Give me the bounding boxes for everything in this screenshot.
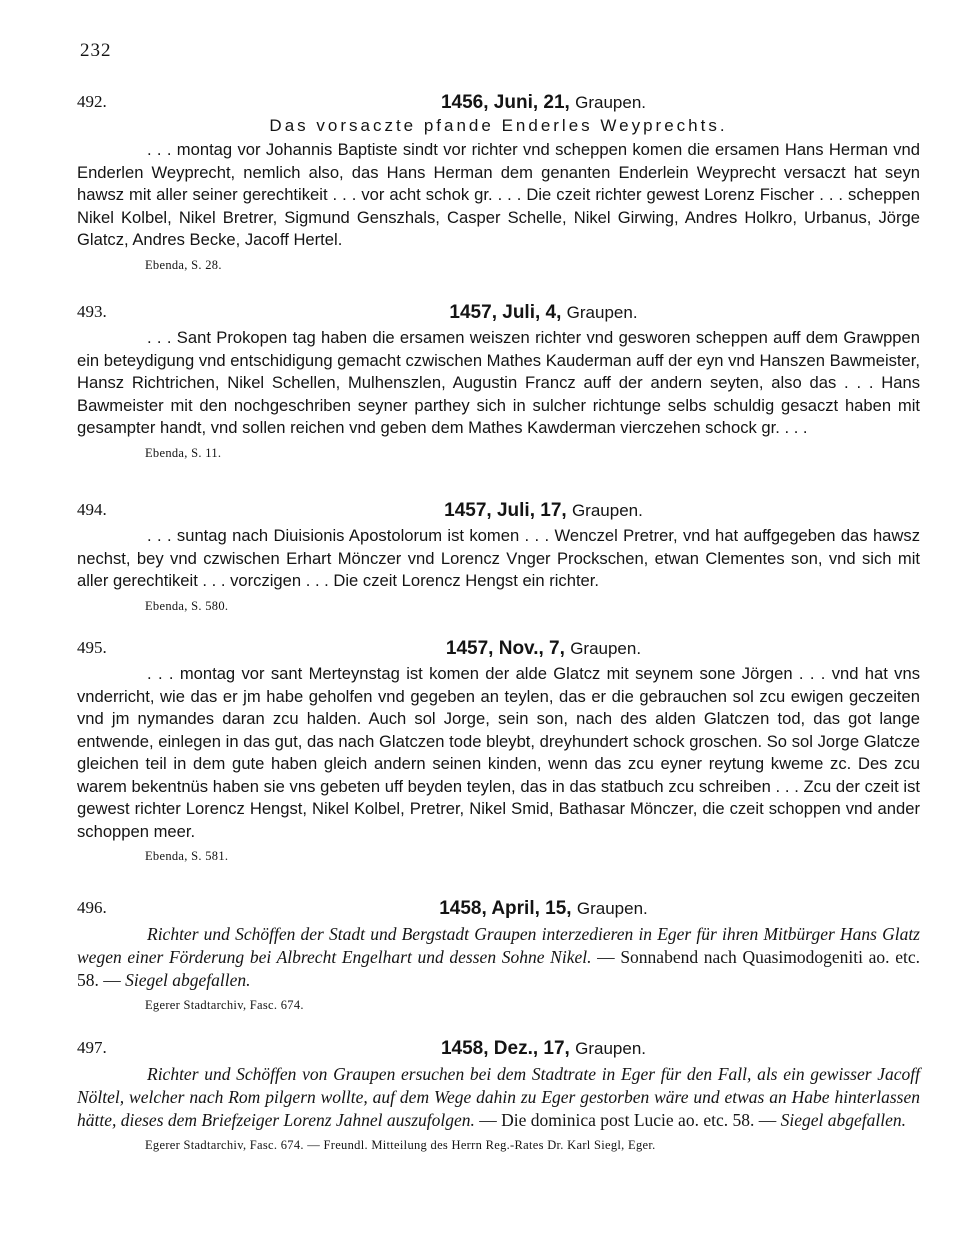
entry-number: 496. — [77, 898, 107, 917]
entry-date — [77, 500, 920, 522]
entry-date — [77, 1038, 920, 1060]
entry-number: 495. — [77, 638, 107, 657]
entry-494 — [77, 500, 920, 614]
dating-text: — Die dominica post Lucie ao. etc. 58. — — [474, 1110, 781, 1130]
place-text: Graupen. — [575, 93, 647, 112]
place-text: Graupen. — [571, 501, 643, 520]
entry-source: Ebenda, S. 28. — [145, 257, 222, 272]
entry-body: . . . montag vor Johannis Baptiste sindt vor richter vnd scheppen komen die ersamen Hans Herman vnd Enderlen Weyprecht, nemlich also, das Hans Herman dem genanten Enderlein Weyprecht versaczt hat seyn hawsz mit aller seiner gerechtikeit . . . vor acht schok gr. . . . Die czeit richter gewest Lorenz Fischer . . . scheppen Nikel Kolbel, Nikel Bretrer, Sigmund Genszhals, Casper Schelle, Nikel Girwing, Andres Holkro, Urbanus, Jörge Glatcz, Andres Becke, Jacoff Hertel. — [77, 140, 920, 249]
entry-source: Ebenda, S. 580. — [145, 598, 229, 613]
seal-note: Siegel abgefallen. — [780, 1110, 906, 1130]
entry-492 — [77, 92, 920, 273]
entry-body — [77, 923, 920, 992]
entry-source: Ebenda, S. 581. — [145, 849, 229, 863]
date-text: 1458, Dez., 17, — [440, 1038, 570, 1059]
entry-subtitle: Das vorsaczte pfande Enderles Weyprechts. — [269, 116, 728, 135]
entry-body: . . . Sant Prokopen tag haben die ersamen weiszen richter vnd gesworen scheppen auff dem Grawppen ein beteydigung vnd entschidigung gemacht czwischen Mathes Kauderman auff der eyn vnd Hanszen Bawmeister, Hansz Richtrichen, Nikel Schellen, Mulhenszlen, Augustin Francz auff der andern seyten, also das . . . Hans Bawmeister mit den nochgeschriben seyner parthey sich in sulcher richtunge selbs schuldig gesaczt haben mit gesampter handt, vnd sollen reichen vnd geben dem Mathes Kawderman vierczehen schock gr. . . . — [77, 328, 920, 437]
entry-source: Egerer Stadtarchiv, Fasc. 674. — Freundl. Mitteilung des Herrn Reg.-Rates Dr. Karl Siegl, Eger. — [145, 1138, 656, 1152]
dating-text: — Sonnabend nach Quasimodogeniti ao. etc. 58. — — [77, 947, 920, 990]
entry-496 — [77, 898, 920, 1013]
place-text: Graupen. — [570, 639, 642, 658]
entry-497 — [77, 1038, 920, 1153]
entry-number: 492. — [77, 92, 107, 111]
date-text: 1458, April, 15, — [439, 898, 572, 919]
place-text: Graupen. — [576, 899, 648, 918]
entry-495 — [77, 638, 920, 864]
regest-text: Richter und Schöffen von Graupen ersuchen bei dem Stadtrate in Eger für den Fall, als ein gewisser Jacoff Nöltel, welcher nach Rom pilgern wollte, auf dem Wege dahin zu Eger gestorben wäre und etwas an Habe hinterlassen hätte, dieses dem Briefzeiger Lorenz Jahnel auszufolgen. — [77, 1064, 920, 1130]
date-text: 1457, Juli, 17, — [444, 500, 567, 521]
page-number: 232 — [80, 40, 112, 61]
date-text: 1456, Juni, 21, — [440, 92, 570, 113]
entry-body: . . . montag vor sant Merteynstag ist komen der alde Glatcz mit seynem sone Jörgen . . . vnd hat vns vnderricht, wie das er jm habe geholfen vnd gegeben an teylen, das er die gebrauchen sol zcu ewigen geczeiten vnd jm nymandes daran zcu halden. Auch sol Jorge, sein son, nach des alden Glatczen tod, das got lange entwende, einlegen in das gut, das nach Glatczen tode bleybt, dreyhundert schock groschen. So sol Jorge Glatcze gleichen teil in dem gute haben gleich andern seinen kinden, wenn das zcu eyner reytung kweme zc. Des zcu warem bekentnüs haben sie vns gebeten uff beyden teylen, das in das statbuch zcu schreiben . . . Zcu der czeit ist gewest richter Lorencz Hengst, Nikel Kolbel, Pretrer, Nikel Smid, Bathasar Mönczer, die czeit schoppen vnd ander schoppen meer. — [77, 664, 920, 841]
entry-date — [77, 302, 920, 324]
entry-number: 493. — [77, 302, 107, 321]
entry-source: Ebenda, S. 11. — [145, 445, 222, 460]
entry-493 — [77, 302, 920, 461]
date-text: 1457, Nov., 7, — [445, 638, 565, 659]
date-text: 1457, Juli, 4, — [449, 302, 562, 323]
regest-text: Richter und Schöffen der Stadt und Bergstadt Graupen interzedieren in Eger für ihren Mitbürger Hans Glatz wegen einer Förderung bei Albrecht Engelhart und dessen Sohne Nikel. — [77, 924, 920, 967]
place-text: Graupen. — [575, 1039, 647, 1058]
entry-source: Egerer Stadtarchiv, Fasc. 674. — [145, 998, 304, 1012]
entry-body — [77, 1063, 920, 1132]
seal-note: Siegel abgefallen. — [125, 970, 251, 990]
entry-date — [77, 638, 920, 660]
place-text: Graupen. — [566, 303, 638, 322]
entry-date — [77, 898, 920, 920]
entry-number: 494. — [77, 500, 107, 519]
entry-body: . . . suntag nach Diuisionis Apostolorum ist komen . . . Wenczel Pretrer, vnd hat auffgegeben das hawsz nechst, bey vnd czwischen Erhart Mönczer vnd Lorencz Vnger Prockschen, etwan Clementes son, vnd sich mit aller gerechtikeit . . . vorczigen . . . Die czeit Lorencz Hengst ein richter. — [77, 526, 920, 590]
entry-number: 497. — [77, 1038, 107, 1057]
entry-date — [77, 92, 920, 114]
